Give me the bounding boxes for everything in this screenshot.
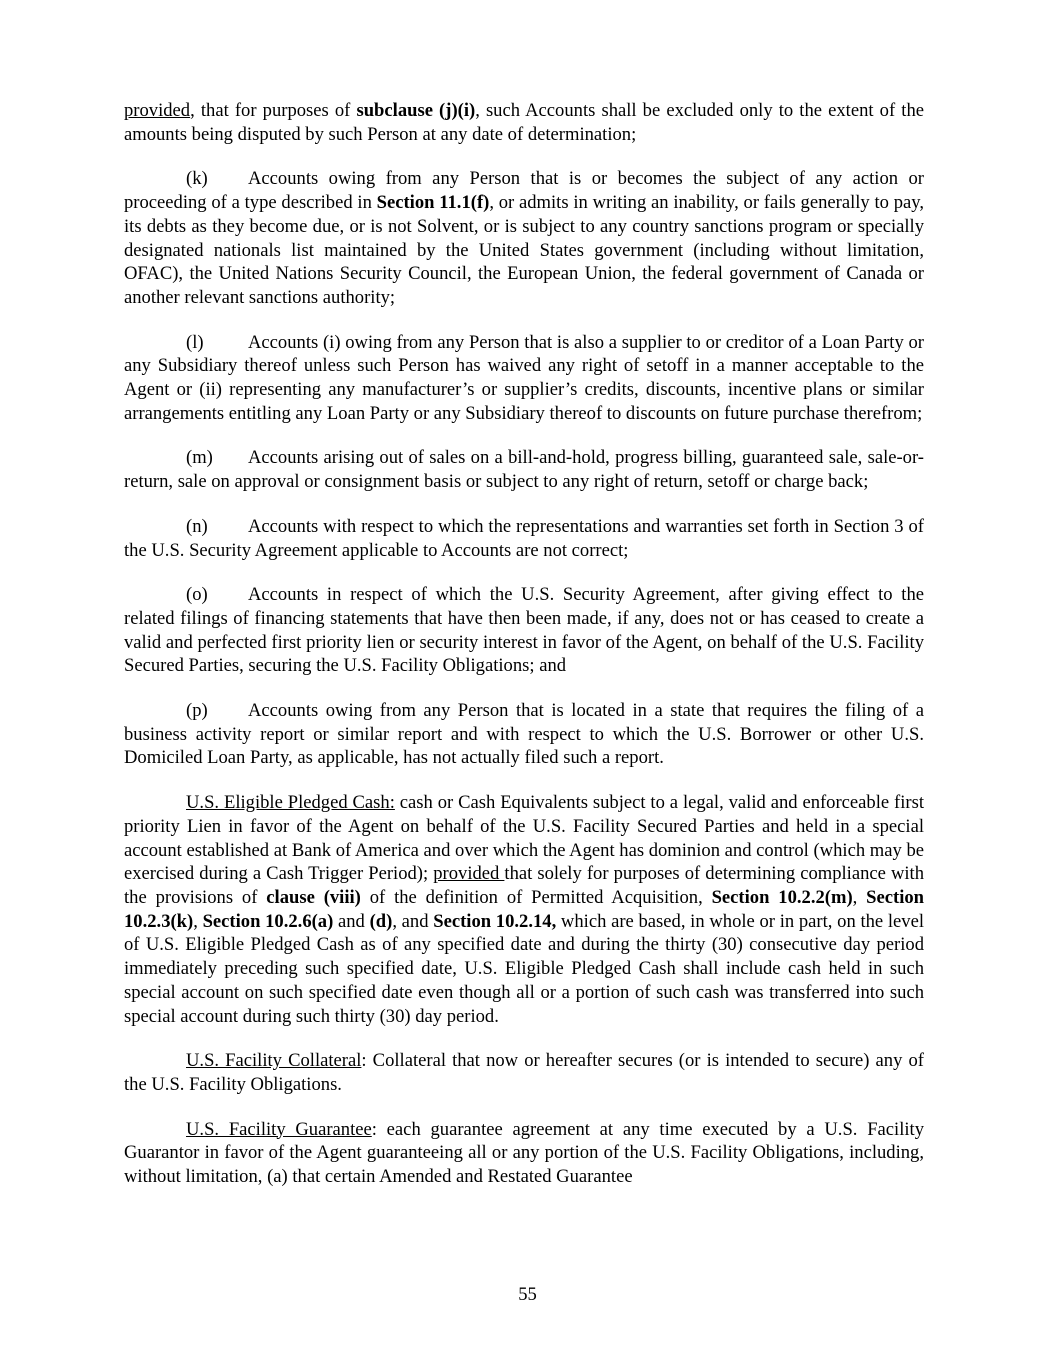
- paragraph-provided: provided, that for purposes of subclause (j)(i), such Accounts shall be excluded only to the extent of the amounts being disputed by such Person at any date of determination;: [124, 100, 924, 145]
- document-page: [124, 99, 924, 1210]
- paragraph-l: (l) Accounts (i) owing from any Person that is also a supplier to or creditor of a Loan Party or any Subsidiary thereof unless such Person has waived any right of setoff in a manner acceptable to the Agent or (ii) representing any manufacturer’s or supplier’s credits, discounts, incentive plans or similar arrangements entitling any Loan Party or any Subsidiary thereof to discounts on future purchase therefrom;: [124, 331, 924, 424]
- paragraph-p: (p) Accounts owing from any Person that is located in a state that requires the filing of a business activity report or similar report and with respect to which the U.S. Borrower or other U.S. Domiciled Loan Party, as applicable, has not actually filed such a report.: [124, 700, 924, 769]
- paragraph-k: (k) Accounts owing from any Person that is or becomes the subject of any action or proceeding of a type described in Section 11.1(f), or admits in writing an inability, or fails generally to pay, its debts as they become due, or is not Solvent, or is subject to any country sanctions program or specially designated nationals list maintained by the United States government (including without limitation, OFAC), the United Nations Security Council, the European Union, the federal government of Canada or another relevant sanctions authority;: [124, 168, 924, 308]
- definition-facility-collateral: U.S. Facility Collateral: Collateral that now or hereafter secures (or is intended to secure) any of the U.S. Facility Obligations.: [124, 1050, 925, 1095]
- defined-term: U.S. Facility Collateral: [186, 1050, 362, 1072]
- clause-label: (n): [186, 515, 208, 537]
- defined-term: U.S. Eligible Pledged Cash:: [186, 792, 395, 814]
- clause-label: (o): [186, 584, 208, 606]
- paragraph-o: (o) Accounts in respect of which the U.S. Security Agreement, after giving effect to the related filings of financing statements that have then been made, if any, does not or has ceased to create a valid and perfected first priority lien or security interest in favor of the Agent, on behalf of the U.S. Facility Secured Parties, securing the U.S. Facility Obligations; and: [124, 584, 924, 677]
- clause-label: (p): [186, 700, 208, 722]
- definition-facility-guarantee: U.S. Facility Guarantee: each guarantee agreement at any time executed by a U.S. Facility Guarantor in favor of the Agent guaranteeing all or any portion of the U.S. Facility Obligations, including, without limitation, (a) that certain Amended and Restated Guarantee: [124, 1118, 925, 1188]
- page-number: 55: [518, 1284, 537, 1305]
- clause-label: (k): [186, 168, 208, 190]
- paragraph-m: (m) Accounts arising out of sales on a bill-and-hold, progress billing, guaranteed sale, sale-or-return, sale on approval or consignment basis or subject to any right of return, setoff or charge back;: [124, 447, 924, 493]
- clause-label: (l): [186, 331, 204, 353]
- clause-label: (m): [186, 447, 213, 469]
- paragraph-n: (n) Accounts with respect to which the representations and warranties set forth in Section 3 of the U.S. Security Agreement applicable to Accounts are not correct;: [124, 515, 924, 561]
- definition-eligible-pledged-cash: U.S. Eligible Pledged Cash: cash or Cash Equivalents subject to a legal, valid and enforceable first priority Lien in favor of the Agent on behalf of the U.S. Facility Secured Parties and held in a special account established at Bank of America and over which the Agent has dominion and control (which may be exercised during a Cash Trigger Period); provided that solely for purposes of determining compliance with the provisions of clause (viii) of the definition of Permitted Acquisition, Section 10.2.2(m), Section 10.2.3(k), Section 10.2.6(a) and (d), and Section 10.2.14, which are based, in whole or in part, on the level of U.S. Eligible Pledged Cash as of any specified date and during the thirty (30) consecutive day period immediately preceding such specified date, U.S. Eligible Pledged Cash shall include cash held in such special account on such specified date even though all or a portion of such cash was transferred into such special account during such thirty (30) day period.: [124, 792, 925, 1027]
- defined-term: U.S. Facility Guarantee: [186, 1118, 372, 1140]
